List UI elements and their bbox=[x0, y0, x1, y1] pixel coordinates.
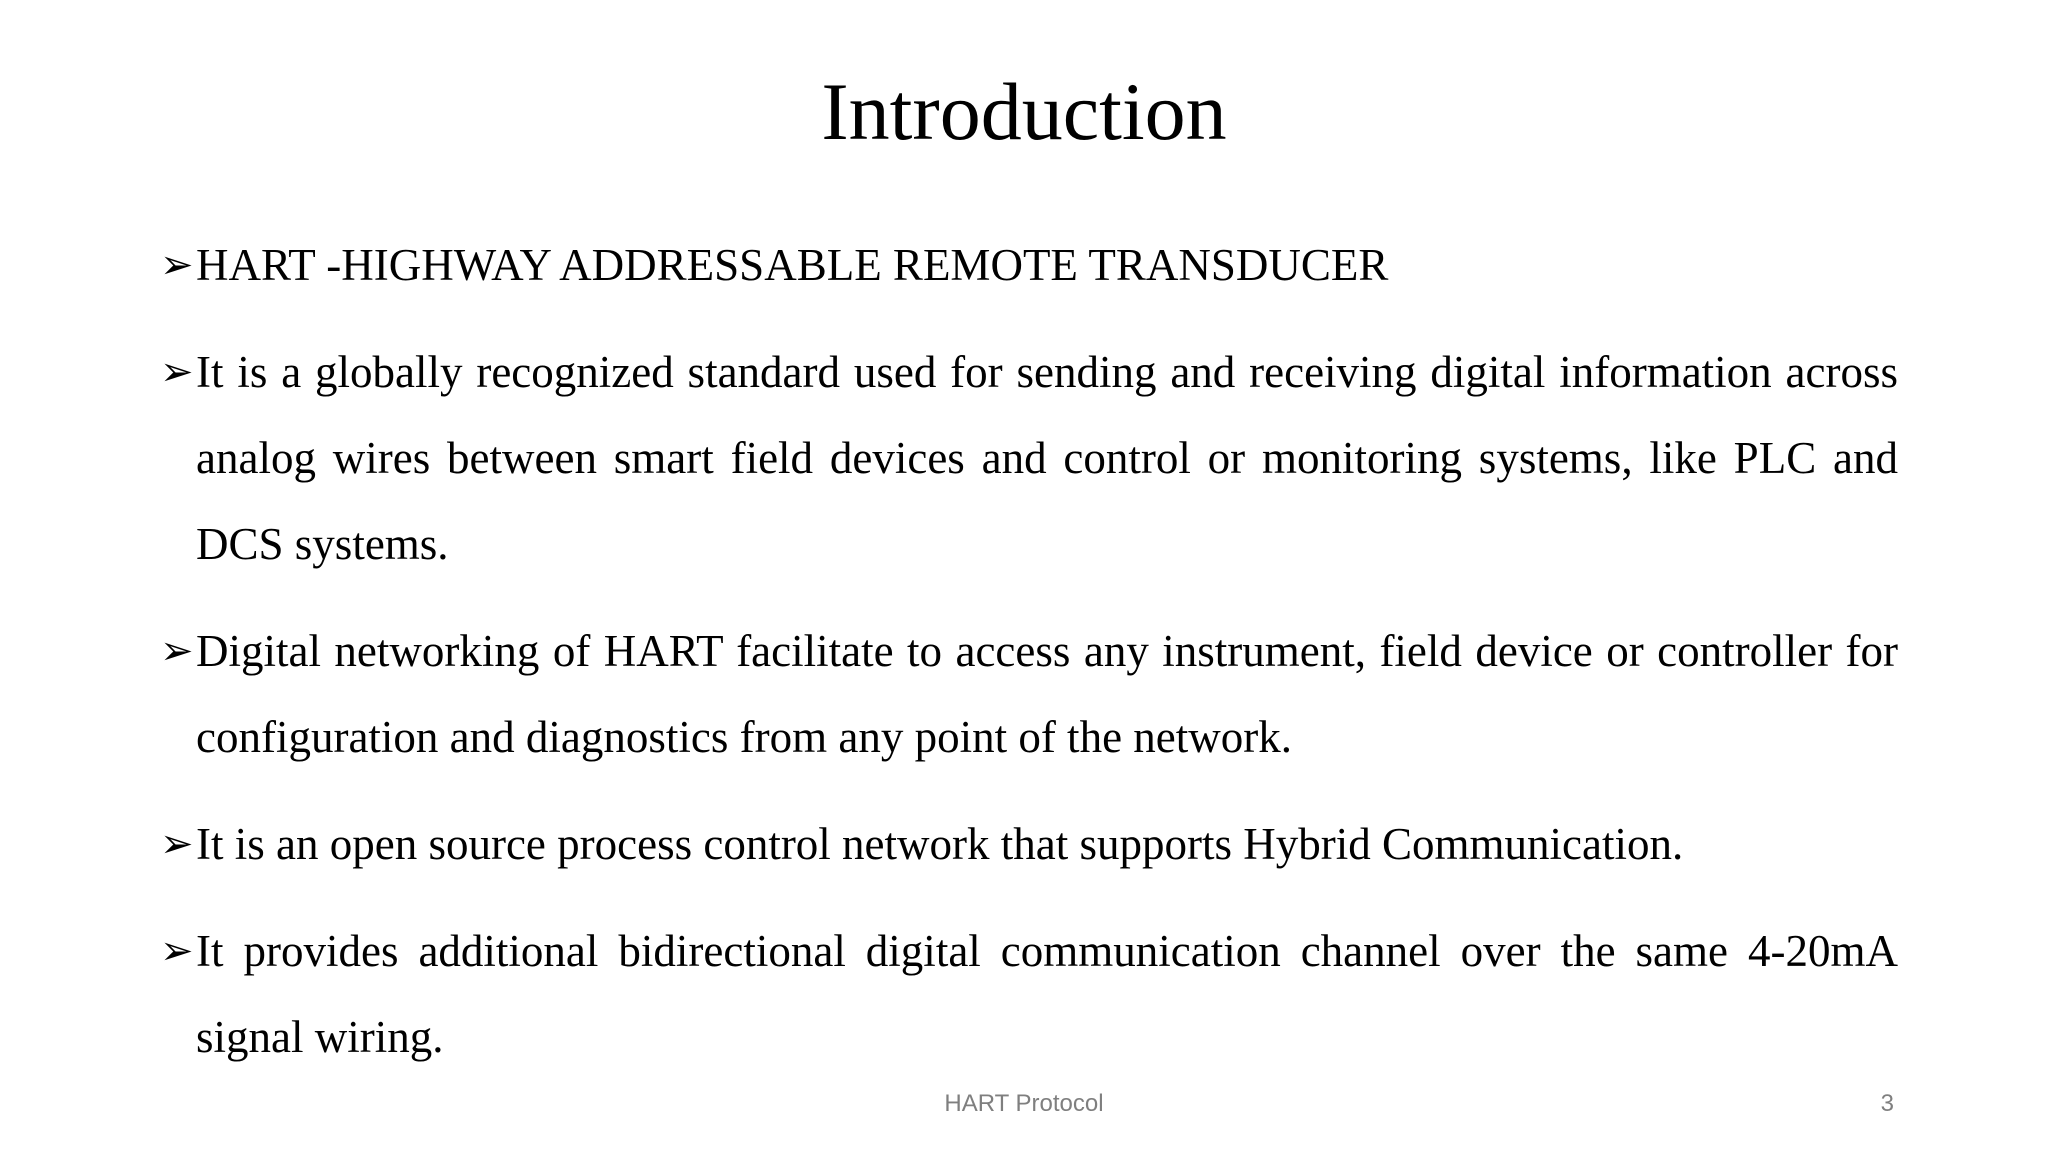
arrowhead-bullet-icon: ➢ bbox=[160, 242, 194, 288]
bullet-item bbox=[160, 908, 1898, 1080]
bullet-item bbox=[160, 608, 1898, 780]
arrowhead-bullet-icon: ➢ bbox=[160, 821, 194, 867]
bullet-list bbox=[160, 222, 1898, 1101]
footer-title: HART Protocol bbox=[944, 1090, 1104, 1117]
arrowhead-bullet-icon: ➢ bbox=[160, 628, 194, 674]
bullet-text: It provides additional bidirectional digital communication channel over the same 4-20mA signal wiring. bbox=[196, 926, 1898, 1062]
bullet-text: It is a globally recognized standard used for sending and receiving digital information across analog wires between smart field devices and control or monitoring systems, like PLC and DCS systems. bbox=[196, 347, 1898, 569]
page-number: 3 bbox=[1880, 1090, 1894, 1117]
arrowhead-bullet-icon: ➢ bbox=[160, 928, 194, 974]
bullet-item bbox=[160, 801, 1898, 887]
bullet-item bbox=[160, 329, 1898, 587]
bullet-text: It is an open source process control network that supports Hybrid Communication. bbox=[196, 819, 1684, 869]
slide-title: Introduction bbox=[821, 66, 1227, 157]
arrowhead-bullet-icon: ➢ bbox=[160, 349, 194, 395]
bullet-text: HART -HIGHWAY ADDRESSABLE REMOTE TRANSDUCER bbox=[196, 240, 1389, 290]
bullet-text: Digital networking of HART facilitate to access any instrument, field device or controller for configuration and diagnostics from any point of the network. bbox=[196, 626, 1898, 762]
bullet-item bbox=[160, 222, 1898, 308]
